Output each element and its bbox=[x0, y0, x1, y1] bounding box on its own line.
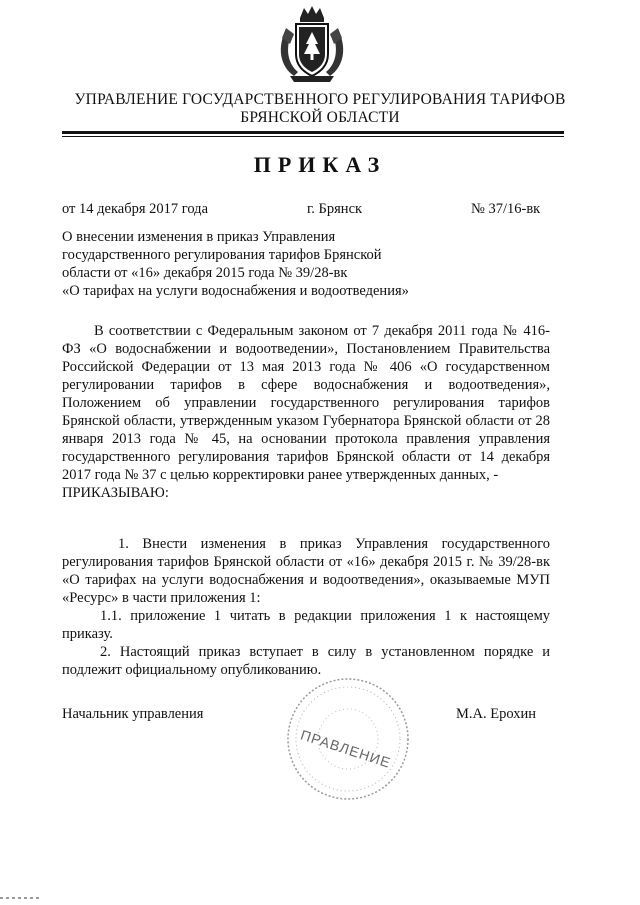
order-word: ПРИКАЗЫВАЮ: bbox=[62, 485, 169, 501]
scan-artifact bbox=[0, 897, 40, 899]
coat-of-arms-icon bbox=[276, 4, 348, 84]
stamp-text: ПРАВЛЕНИЕ bbox=[298, 726, 394, 771]
preamble-text: В соответствии с Федеральным законом от 7 декабря 2011 года № 416-ФЗ «О водоснабжении и водоотведении», Постановлением Правительства Российской Федерации от 13 мая 2013 года № 406 «О государственном регулировании тарифов в сфере водоснабжения и водоотведения», Положением об управлении государственного регулирования тарифов Брянской области, утвержденным указом Губернатора Брянской области от 28 января 2013 года № 45, на основании протокола правления управления государственного регулирования тарифов Брянской области от 14 декабря 2017 года № 37 с целью корректировки ранее утвержденных данных, - bbox=[62, 323, 550, 483]
preamble-paragraph bbox=[62, 322, 550, 502]
document-city: г. Брянск bbox=[307, 201, 363, 217]
order-item-2: 2. Настоящий приказ вступает в силу в установленном порядке и подлежит официальному опубликованию. bbox=[62, 644, 550, 678]
subject-line: «О тарифах на услуги водоснабжения и водоотведения» bbox=[62, 283, 409, 299]
order-items bbox=[62, 535, 550, 679]
subject-line: области от «16» декабря 2015 года № 39/28-вк bbox=[62, 265, 348, 281]
organization-name bbox=[40, 91, 600, 127]
subject-line: государственного регулирования тарифов Брянской bbox=[62, 247, 382, 263]
subject-line: О внесении изменения в приказ Управления bbox=[62, 229, 336, 245]
order-item-1-1: 1.1. приложение 1 читать в редакции приложения 1 к настоящему приказу. bbox=[62, 608, 550, 642]
org-line-2: БРЯНСКОЙ ОБЛАСТИ bbox=[240, 109, 400, 126]
document-number: № 37/16-вк bbox=[471, 201, 541, 217]
order-item-1: 1. Внести изменения в приказ Управления государственного регулирования тарифов Брянской области от «16» декабря 2015 г. № 39/28-вк «О тарифах на услуги водоснабжения и водоотведения», оказываемые МУП «Ресурс» в части приложения 1: bbox=[62, 536, 550, 606]
document-subject bbox=[62, 228, 409, 300]
signatory-position: Начальник управления bbox=[62, 706, 204, 722]
official-stamp bbox=[282, 674, 414, 804]
signatory-name: М.А. Ерохин bbox=[456, 706, 537, 722]
header-rule-thin bbox=[62, 136, 564, 137]
document-date: от 14 декабря 2017 года bbox=[62, 201, 208, 217]
document-title: ПРИКАЗ bbox=[253, 152, 387, 177]
org-line-1: УПРАВЛЕНИЕ ГОСУДАРСТВЕННОГО РЕГУЛИРОВАНИЯ ТАРИФОВ bbox=[74, 91, 566, 108]
header-rule-thick bbox=[62, 131, 564, 134]
